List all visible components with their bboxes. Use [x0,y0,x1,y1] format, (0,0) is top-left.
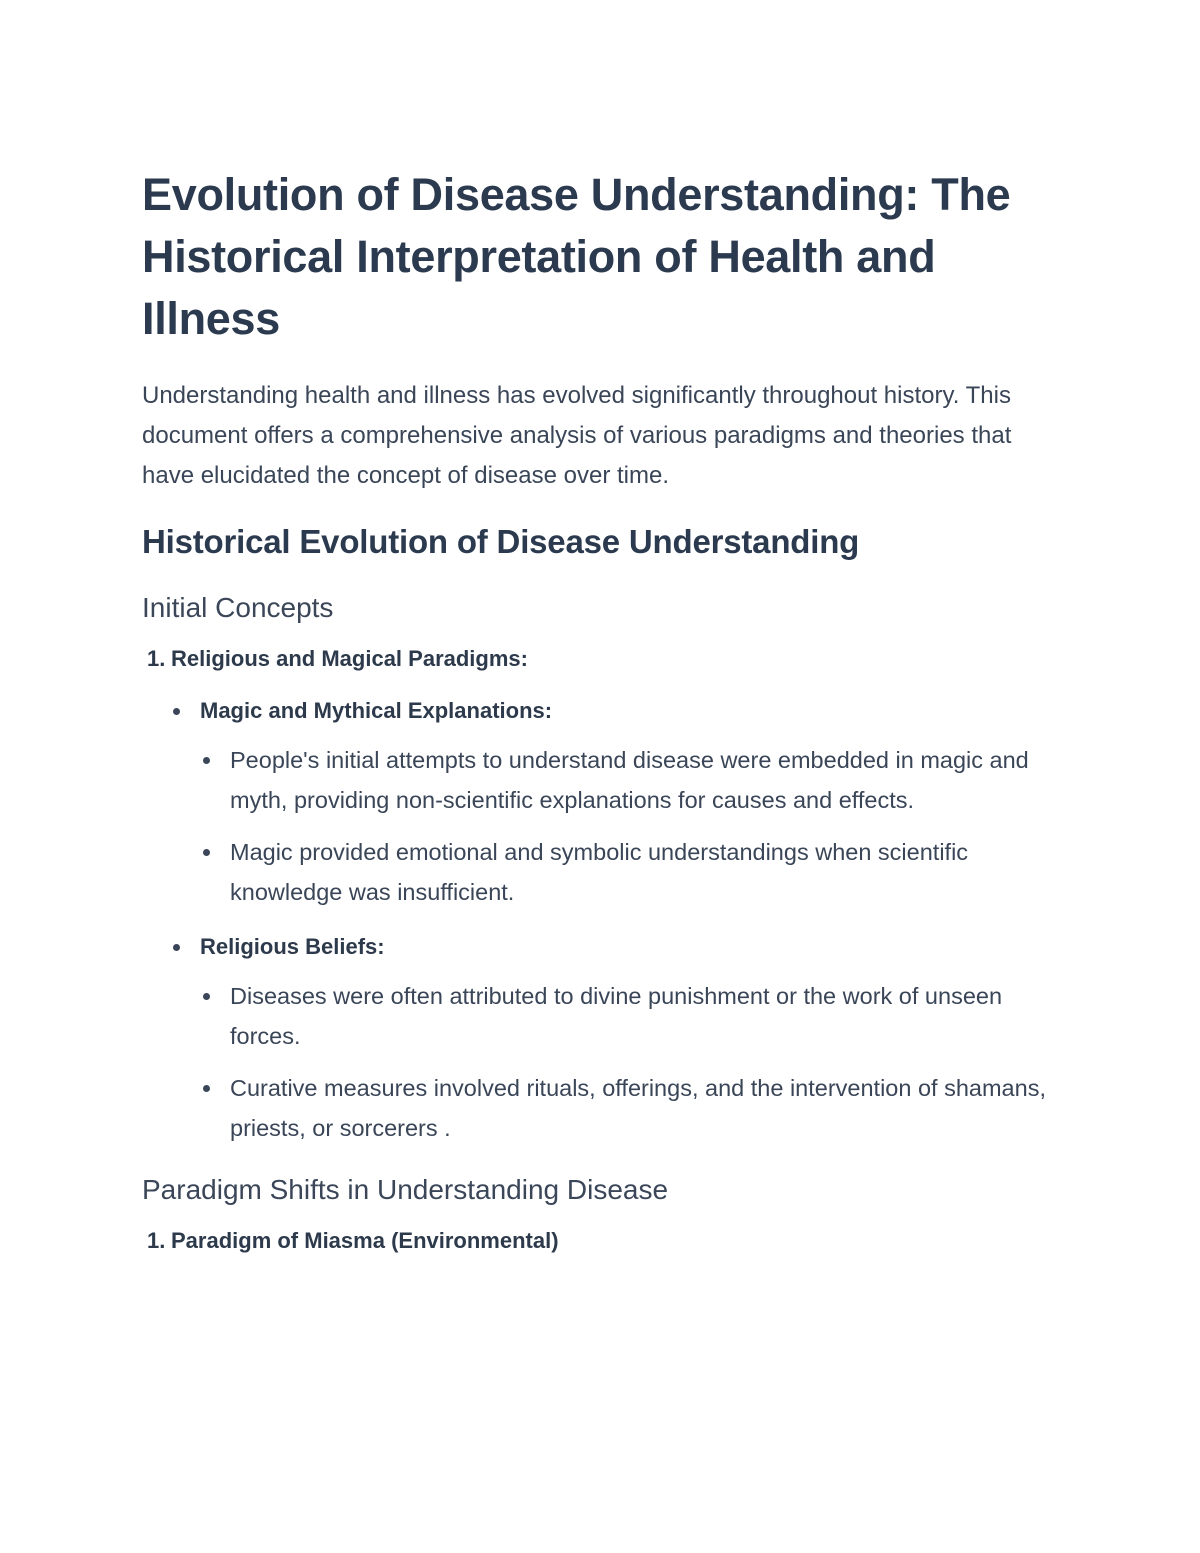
document-title: Evolution of Disease Understanding: The Historical Interpretation of Health and Illness [142,169,1011,344]
bullet-religious-beliefs: Religious Beliefs: [200,930,1062,964]
bullet-point: People's initial attempts to understand disease were embedded in magic and myth, providing non-scientific explanations for causes and effects. [230,740,1062,820]
numbered-item-religious-magical [147,642,1062,676]
item-number: 1. [147,1228,166,1253]
item-label: Religious and Magical Paradigms: [171,646,528,671]
bullet-magic-mythical: Magic and Mythical Explanations: [200,694,1062,728]
numbered-item-miasma [147,1224,1062,1258]
bullet-point: Curative measures involved rituals, offerings, and the intervention of shamans, priests, or sorcerers . [230,1068,1062,1148]
section-heading: Historical Evolution of Disease Understanding [142,523,860,560]
document-page [142,164,1062,1258]
bullet-point: Diseases were often attributed to divine punishment or the work of unseen forces. [230,976,1062,1056]
bullet-point: Magic provided emotional and symbolic understandings when scientific knowledge was insufficient. [230,832,1062,912]
item-label: Paradigm of Miasma (Environmental) [171,1228,559,1253]
subsection-heading-initial-concepts: Initial Concepts [142,592,334,623]
intro-paragraph: Understanding health and illness has evolved significantly throughout history. This document offers a comprehensive analysis of various paradigms and theories that have elucidated the concept of disease over time. [142,382,1012,489]
subsection-heading-paradigm-shifts: Paradigm Shifts in Understanding Disease [142,1174,669,1205]
item-number: 1. [147,646,166,671]
